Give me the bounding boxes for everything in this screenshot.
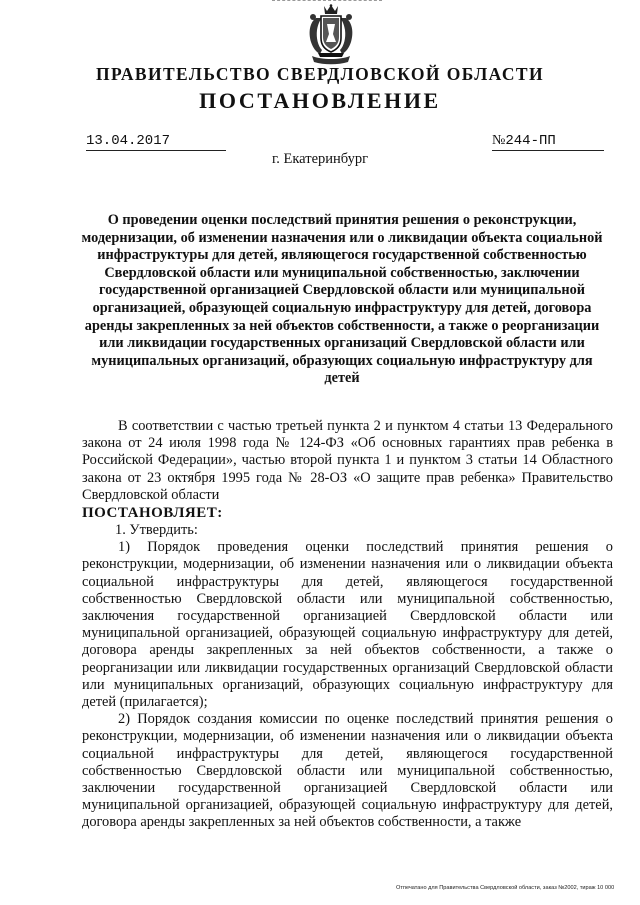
coat-of-arms-icon bbox=[302, 4, 360, 66]
document-number bbox=[492, 133, 604, 151]
number-sign: № bbox=[492, 133, 506, 148]
preamble-paragraph: В соответствии с частью третьей пункта 2 и пунктом 4 статьи 13 Федерального закона от 24 июля 1998 года № 124-ФЗ «Об основных гарантиях прав ребенка в Российской Федерации», частью второй пункта 1 и пунктом 3 статьи 14 Областного закона от 23 октября 1995 года № 28-ОЗ «О защите прав ребенка» Правительство Свердловской области bbox=[82, 418, 613, 503]
number-value: 244-ПП bbox=[505, 133, 556, 149]
item-1-1-paragraph: 1) Порядок проведения оценки последствий принятия решения о реконструкции, модернизации, об изменении назначения или о ликвидации объекта социальной инфраструктуры для детей, являющегося государственной собственностью Свердловской области или муниципальной собственностью, заключения государственной организацией Свердловской области или муниципальной организацией, образующей социальную инфраструктуру для детей, договора аренды закрепленных за ней объектов собственности, а также о реорганизации или ликвидации государственных организаций Свердловской области или муниципальных организаций, образующих социальную инфраструктуру для детей (прилагается); bbox=[82, 539, 613, 711]
document-date: 13.04.2017 bbox=[86, 133, 226, 151]
print-footer: Отпечатано для Правительства Свердловской области, заказ №2002, тираж 10 000 bbox=[396, 885, 615, 891]
item-1-paragraph: 1. Утвердить: bbox=[115, 522, 198, 539]
government-title: ПРАВИТЕЛЬСТВО СВЕРДЛОВСКОЙ ОБЛАСТИ bbox=[96, 64, 544, 84]
document-type-title: ПОСТАНОВЛЕНИЕ bbox=[199, 88, 441, 113]
city-label: г. Екатеринбург bbox=[271, 151, 369, 167]
document-subject: О проведении оценки последствий принятия решения о реконструкции, модернизации, об изменении назначения или о ликвидации объекта социальной инфраструктуры для детей, являющегося государственной собственностью Свердловской области или муниципальной собственностью, заключении государственной организацией Свердловской области или муниципальной организацией, образующей социальную инфраструктуру для детей, договора аренды закрепленных за ней объектов собственности, а также о реорганизации или ликвидации государственных организаций Свердловской области или муниципальных организаций, образующих социальную инфраструктуру для детей bbox=[81, 212, 603, 387]
top-dashed-rule bbox=[272, 0, 382, 2]
item-1-2-paragraph: 2) Порядок создания комиссии по оценке последствий принятия решения о реконструкции, модернизации, об изменении назначения или о ликвидации объекта социальной инфраструктуры для детей, являющегося государственной собственностью Свердловской области или муниципальной собственностью, заключении государственной организацией Свердловской области или муниципальной организацией, образующей социальную инфраструктуру для детей, договора аренды закрепленных за ней объектов собственности, а также bbox=[82, 711, 613, 831]
document-body bbox=[82, 418, 613, 832]
decree-heading: ПОСТАНОВЛЯЕТ: bbox=[82, 505, 223, 522]
